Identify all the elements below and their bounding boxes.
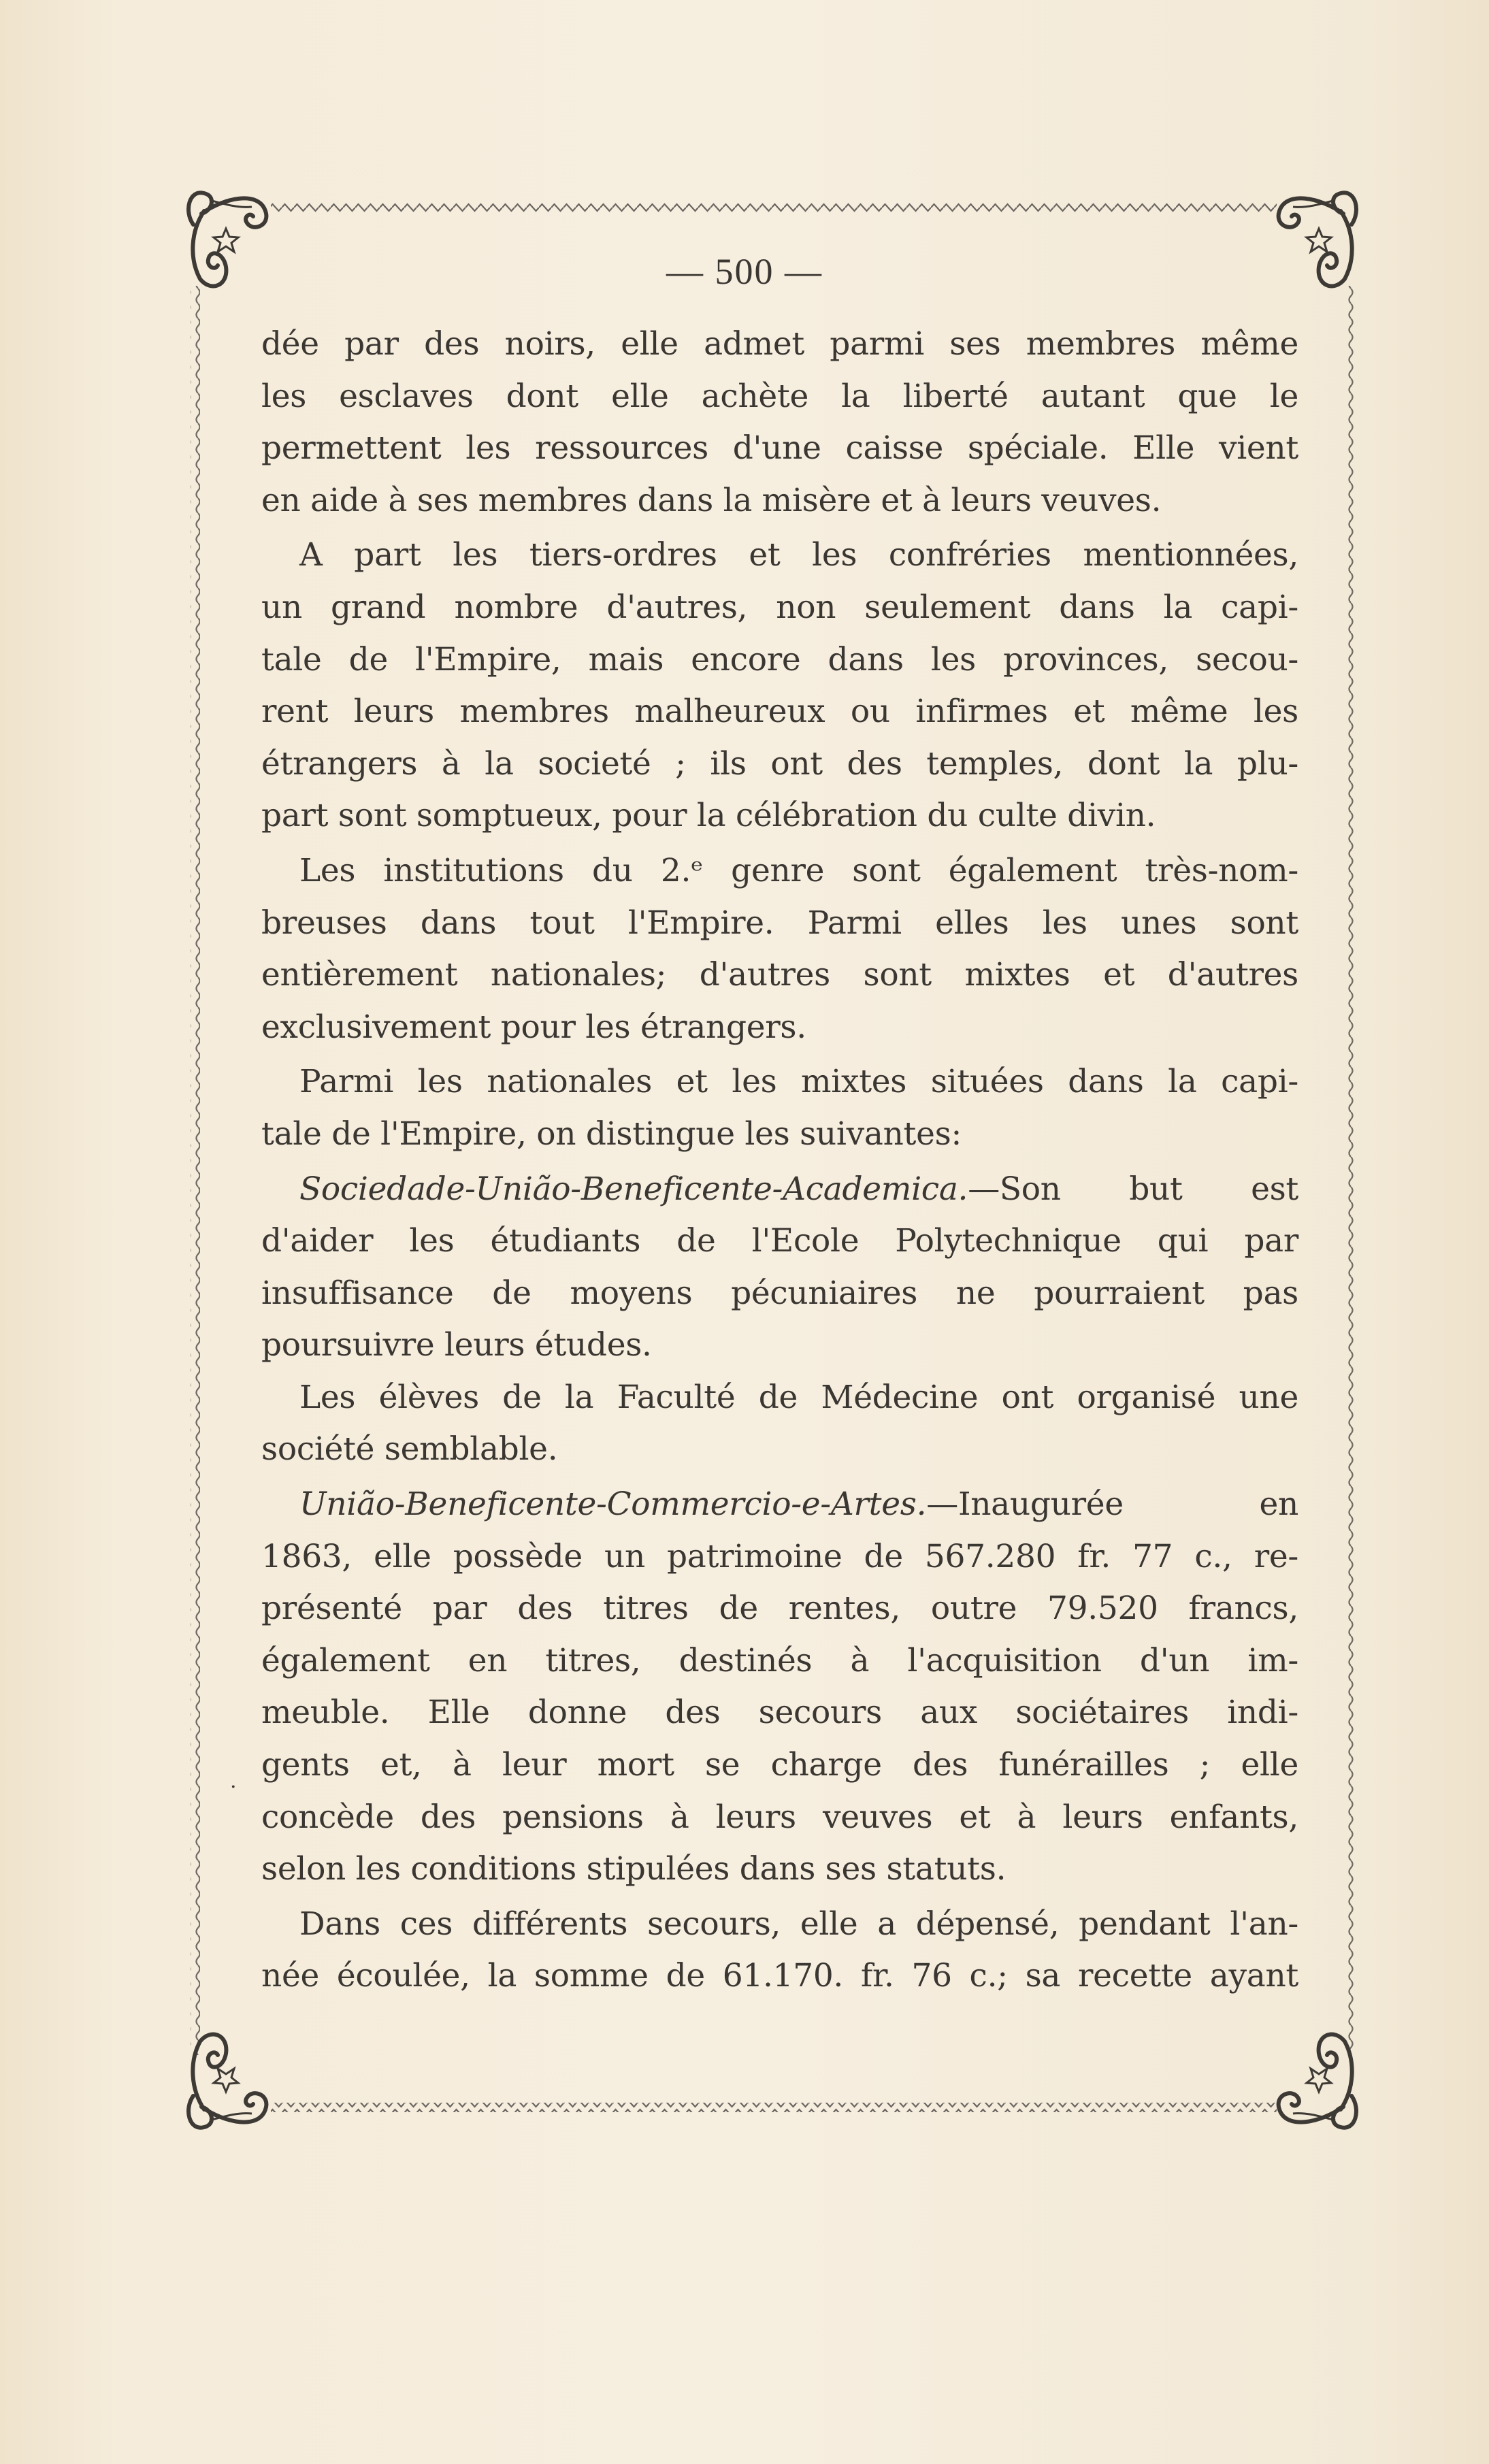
text-line: d'aider les étudiants de l'Ecole Polytechnique qui par [261,1222,1298,1260]
text-line: insuffisance de moyens pécuniaires ne pourraient pas [261,1274,1298,1312]
top-wavy-line [271,203,1277,212]
right-wavy-line [1345,286,1354,2055]
text-line: société semblable. [261,1430,558,1468]
body-text [261,318,1298,2003]
text-line: poursuivre leurs études. [261,1326,652,1364]
bottom-left-corner-ornament [189,2035,266,2128]
text-line: née écoulée, la somme de 61.170. fr. 76 c.; sa recette ayant [261,1957,1298,1995]
paragraph-7 [261,1479,1298,1896]
text-run: —Inaugurée en [926,1485,1298,1524]
text-line: breuses dans tout l'Empire. Parmi elles les unes sont [261,904,1298,942]
text-line: entièrement nationales; d'autres sont mixtes et d'autres [261,956,1298,994]
paragraph-6 [261,1372,1298,1476]
text-line: en aide à ses membres dans la misère et à leurs veuves. [261,481,1162,519]
text-run: —Son but est [968,1170,1298,1208]
paragraph-2 [261,529,1298,842]
text-line [261,1164,1298,1216]
text-line: tale de l'Empire, mais encore dans les provinces, secou- [261,640,1298,678]
text-line: selon les conditions stipulées dans ses statuts. [261,1850,1007,1888]
paragraph-1 [261,318,1298,527]
bottom-right-corner-ornament [1279,2035,1356,2128]
text-line: exclusivement pour les étrangers. [261,1008,806,1046]
text-line: Les élèves de la Faculté de Médecine ont organisé une [299,1378,1298,1416]
text-line: Dans ces différents secours, elle a dépensé, pendant l'an- [299,1905,1298,1943]
text-line: rent leurs membres malheureux ou infirmes et même les [261,693,1298,731]
text-line: 1863, elle possède un patrimoine de 567.280 fr. 77 c., re- [261,1537,1298,1575]
text-line: meuble. Elle donne des secours aux sociétaires indi- [261,1694,1298,1732]
society-name-italic: União-Beneficente-Commercio-e-Artes. [299,1485,927,1524]
stray-dot-mark: . [230,1769,237,1793]
text-line [261,1479,1298,1531]
text-line: permettent les ressources d'une caisse spéciale. Elle vient [261,429,1298,467]
text-line: tale de l'Empire, on distingue les suivantes: [261,1115,962,1153]
text-line: gents et, à leur mort se charge des funérailles ; elle [261,1746,1298,1784]
text-line: A part les tiers-ordres et les confréries mentionnées, [299,536,1298,574]
paragraph-4 [261,1056,1298,1160]
text-line: présenté par des titres de rentes, outre 79.520 francs, [261,1590,1298,1628]
text-line: également en titres, destinés à l'acquisition d'un im- [261,1641,1298,1679]
paragraph-5 [261,1164,1298,1372]
society-name-italic: Sociedade-União-Beneficente-Academica. [299,1170,968,1208]
text-line: étrangers à la societé ; ils ont des temples, dont la plu- [261,744,1298,783]
paragraph-3 [261,845,1298,1053]
left-wavy-line [191,286,200,2055]
text-line: les esclaves dont elle achète la liberté autant que le [261,377,1298,415]
paragraph-8 [261,1899,1298,2003]
text-line: Les institutions du 2.ᵉ genre sont également très-nom- [299,851,1298,889]
page-number: — 500 — [666,251,823,292]
text-line: part sont somptueux, pour la célébration du culte divin. [261,797,1156,835]
text-line: un grand nombre d'autres, non seulement dans la capi- [261,588,1298,626]
bottom-wavy-line [271,2103,1277,2112]
text-line: dée par des noirs, elle admet parmi ses membres même [261,325,1298,363]
text-line: concède des pensions à leurs veuves et à leurs enfants, [261,1798,1298,1836]
text-line: Parmi les nationales et les mixtes situées dans la capi- [299,1063,1298,1101]
